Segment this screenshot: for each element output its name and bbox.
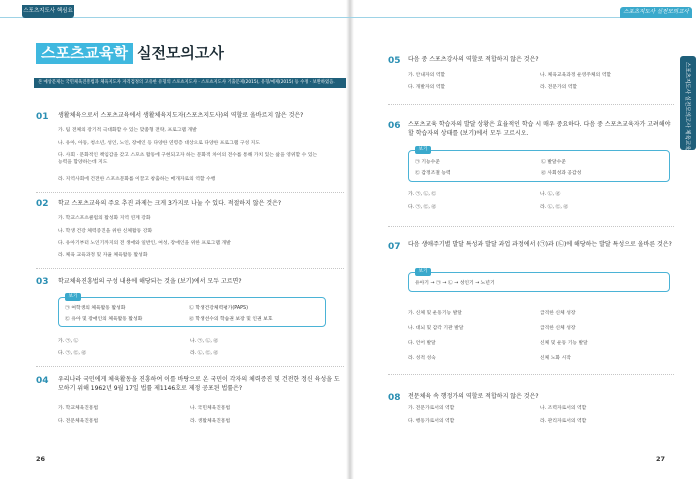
book-gutter (346, 0, 354, 479)
divider (388, 226, 674, 227)
example-box-tag: 보기 (415, 146, 431, 154)
option: 나. ㉡, ㉣ (540, 192, 561, 197)
divider (388, 374, 674, 375)
example-item: ㉠ 기능수준 (415, 160, 440, 165)
question-number: 05 (388, 56, 401, 66)
option: 가. ㉠, ㉡, ㉢ (408, 192, 437, 197)
question-text: 학교체육진흥법의 구성 내용에 해당되는 것을 (보기)에서 모두 고르면? (58, 278, 242, 285)
option: 나. 유아, 아동, 청소년, 성인, 노인, 장애인 등 다양한 연령층 대상으로 다양한 프로그램 구성 지도 (58, 141, 260, 146)
divider (36, 366, 344, 367)
question-text: 학교 스포츠교육의 주요 추진 과제는 크게 3가지로 나눌 수 있다. 적절하지 않은 것은? (58, 200, 282, 207)
option: 라. ㉡, ㉢, ㉣ (540, 205, 569, 210)
option: 신체 및 운동 기능 발달 (540, 341, 588, 346)
page-number-right: 27 (656, 455, 666, 463)
divider (388, 104, 674, 105)
question-number: 03 (36, 277, 49, 287)
option: 다. 사회 · 문화적인 책임감을 갖고 스포츠 활동에 구현되고자 하는 문화적 차이의 전수를 통해 가치 있는 삶을 영위할 수 있는 능력을 함양하는데 지도 (58, 153, 318, 165)
option: 라. 전문가의 역할 (540, 85, 578, 90)
title-highlight: 스포츠교육학 (36, 43, 133, 64)
option: 다. 개발자의 역할 (408, 85, 446, 90)
right-header (350, 5, 700, 18)
option: 가. 팀 전체의 장기적 극대화할 수 있는 맞춤형 전략, 프로그램 개발 (58, 128, 197, 133)
option: 다. 언어 발달 (408, 341, 436, 346)
option: 다. 유아기부터 노인기까지의 전 생애와 일반인, 여성, 장애인을 위한 프로그램 개발 (58, 241, 231, 246)
option: 급격한 신체 성장 (540, 311, 576, 316)
option: 가. 신체 및 운동기능 발달 (408, 311, 462, 316)
intro-note: 본 예상문제는 국민체육진흥법과 체육지도자 자격검정의 고유한 유형의 스포츠지도사 · 스포츠지도사 기출문제(2015), 유형/예제(2015) 등 수정 · 보완하였음. (34, 78, 346, 88)
question-number: 07 (388, 242, 401, 252)
option: 나. 학생 건강 체력증진을 위한 신체활동 강화 (58, 229, 153, 234)
option: 가. 학교체육진흥법 (58, 406, 99, 411)
right-header-line (350, 17, 620, 18)
question-number: 01 (36, 112, 49, 122)
option: 가. 안내자의 역할 (408, 73, 446, 78)
example-item: 유아기 → ㉠ → ㉡ → 성인기 → 노년기 (415, 281, 495, 286)
option: 라. 관리자로서의 역할 (540, 419, 587, 424)
title-rest: 실전모의고사 (136, 44, 224, 62)
option: 다. ㉠, ㉢, ㉣ (58, 351, 87, 356)
option: 라. 생활체육진흥법 (190, 419, 231, 424)
option: 가. 전문가로서의 역할 (408, 406, 455, 411)
left-header-tab: 스포츠지도사 핵심요약집 (22, 5, 74, 18)
question-number: 06 (388, 121, 401, 131)
option: 라. 성적 성숙 (408, 356, 436, 361)
question-number: 04 (36, 376, 49, 386)
option: 다. 전문체육진흥법 (58, 419, 99, 424)
option: 급격한 신체 성장 (540, 326, 576, 331)
option: 가. ㉠, ㉡ (58, 339, 79, 344)
question-text: 생활체육으로서 스포츠교육에서 생활체육지도자(스포츠지도사)의 역할로 올바르지 않은 것은? (58, 112, 304, 119)
option: 라. 지역사회에 건전한 스포츠문화를 이끌고 창출하는 매개자로의 역할 수행 (58, 177, 216, 182)
example-item: ㉠ 여학생의 체육활동 활성화 (65, 306, 126, 311)
option: 가. 학교스포츠클럽의 활성화 지역 연계 강화 (58, 216, 151, 221)
option: 나. ㉠, ㉡, ㉣ (190, 339, 219, 344)
example-item: ㉢ 유아 및 장애인의 체육활동 활성화 (65, 317, 143, 322)
example-box-tag: 보기 (65, 293, 81, 301)
option: 나. 체육교육과정 운영주체의 역할 (540, 73, 611, 78)
option: 다. 행동가로서의 역할 (408, 419, 455, 424)
example-box-tag: 보기 (415, 268, 431, 276)
question-number: 02 (36, 199, 49, 209)
question-number: 08 (388, 393, 401, 403)
question-text: 전문체육 속 행정가의 역할로 적합하지 않은 것은? (408, 393, 539, 400)
option: 다. ㉠, ㉢, ㉣ (408, 205, 437, 210)
option: 나. 대뇌 및 감각 기관 발달 (408, 326, 464, 331)
option: 신체 노화 시작 (540, 356, 571, 361)
question-text: 스포츠교육 학습자의 발달 상황은 효율적인 학습 시 매우 중요하다. 다음 중 스포츠교육자가 고려해야할 학습자의 상태를 (보기)에서 모두 고르시오. (408, 121, 671, 137)
page-title (36, 43, 224, 65)
section-side-tab (680, 56, 696, 169)
divider (36, 192, 344, 193)
example-item: ㉢ 감정조절 능력 (415, 171, 451, 176)
option: 라. ㉡, ㉢, ㉣ (190, 351, 219, 356)
option: 라. 체육 교육과정 및 자율 체육활동 활성화 (58, 253, 148, 258)
divider (36, 268, 344, 269)
example-item: ㉣ 학생선수의 학습권 보장 및 인권 보호 (189, 317, 273, 322)
question-text: 우리나라 국민에게 체육활동을 진흥하여 이를 바탕으로 온 국민이 각자의 체력증진 및 건전한 정신 육성을 도모하기 위해 1962년 9월 17일 법률 제1146호로 제정 공포된 법률은? (58, 376, 340, 392)
option: 나. 조력자로서의 역할 (540, 406, 587, 411)
example-box (408, 147, 670, 182)
example-box (408, 269, 670, 292)
side-tab-label: 스포츠지도사 실전모의고사 체육교육학 기출 (684, 62, 690, 169)
example-box (58, 294, 326, 327)
question-text: 다음 생애주기별 발달 특성과 발달 과업 과정에서 (㉠)과 (㉡)에 해당하는 발달 특성으로 올바른 것은? (408, 241, 672, 248)
example-item: ㉡ 학생건강체력평가(PAPS) (189, 306, 248, 311)
right-header-tab: 스포츠지도사 실전모의고사 (620, 7, 692, 18)
question-text: 다음 중 스포츠강사의 역할로 적합하지 않은 것은? (408, 56, 539, 63)
example-item: ㉣ 사회성과 공감성 (541, 171, 582, 176)
option: 나. 국민체육진흥법 (190, 406, 231, 411)
example-item: ㉡ 발달수준 (541, 160, 566, 165)
page-number-left: 26 (36, 455, 46, 463)
